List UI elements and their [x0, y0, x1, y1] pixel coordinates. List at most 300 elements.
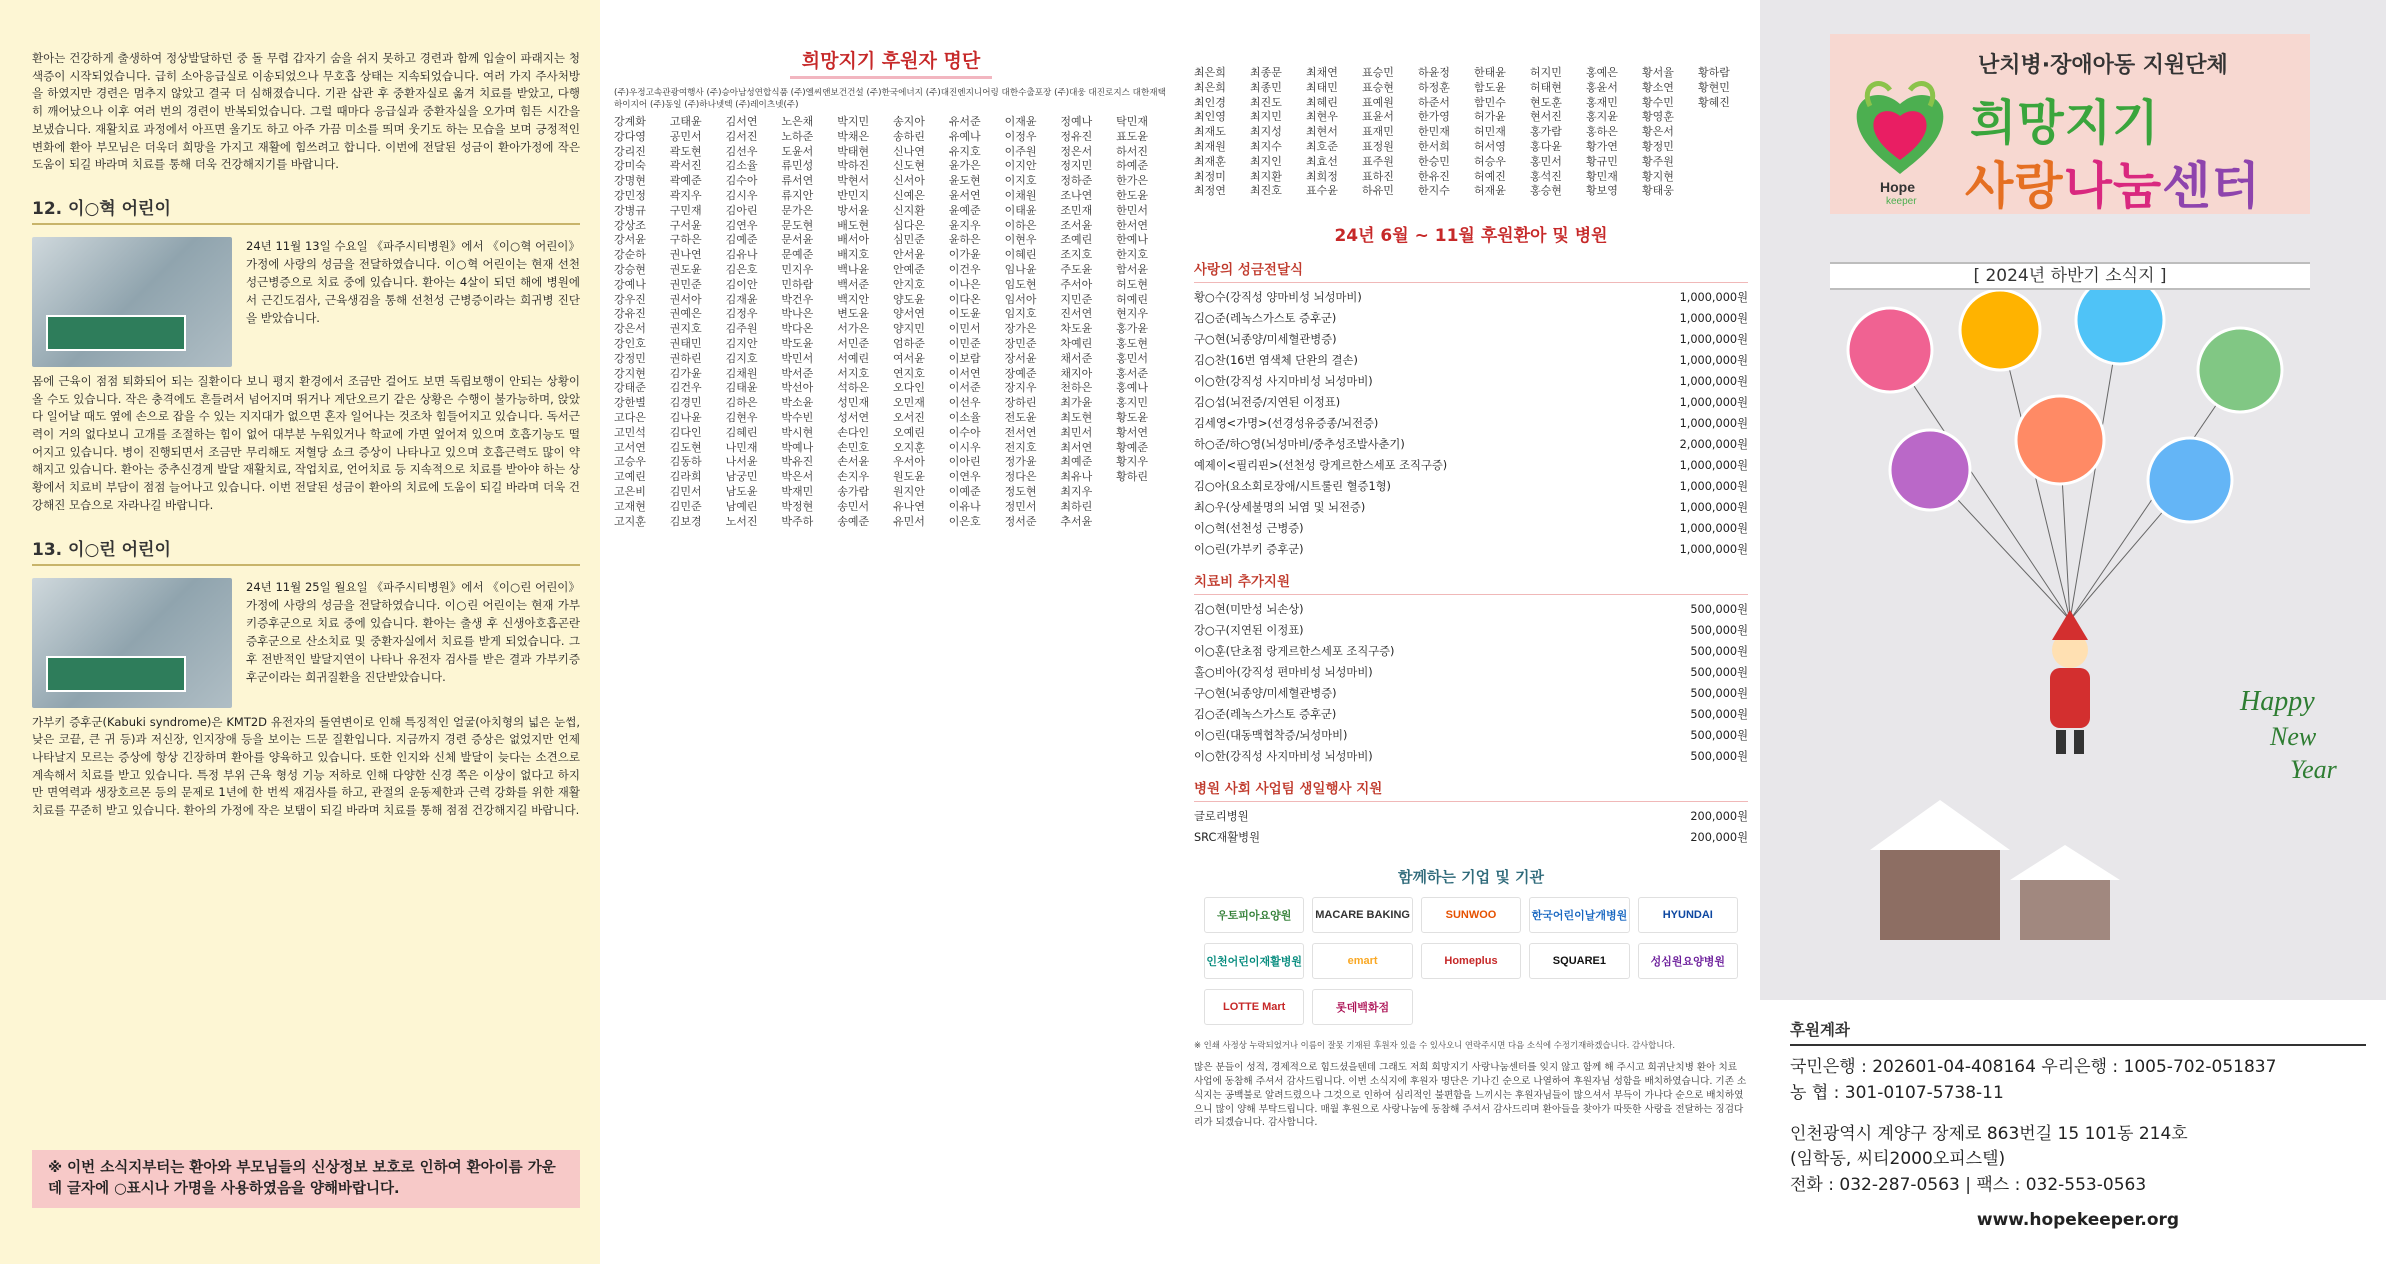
donor-name: 황서율 [1642, 66, 1674, 79]
donor-name: 성민재 [837, 396, 870, 410]
recipient-name: 홀○비아(강직성 편마비성 뇌성마비) [1194, 666, 1373, 680]
donor-name: 문예준 [781, 248, 814, 262]
donor-name: 황지우 [1116, 455, 1149, 469]
donor-name: 김유나 [725, 248, 758, 262]
donor-name: 허서영 [1474, 139, 1506, 153]
story13-banner [46, 656, 186, 692]
donation-amount: 500,000원 [1690, 666, 1748, 680]
donor-name: 최지우 [1060, 484, 1093, 498]
donor-name: 이나은 [948, 277, 981, 291]
donor-name: 신지환 [892, 203, 925, 217]
recipient-name: 이○린(대동맥협착증/뇌성마비) [1194, 729, 1348, 743]
donor-name: 최민서 [1060, 425, 1093, 439]
recipient-name: 김○준(레녹스가스토 증후군) [1194, 708, 1337, 722]
donation-amount: 500,000원 [1690, 729, 1748, 743]
donor-name: 유나연 [892, 499, 925, 513]
donor-name: 김정우 [725, 307, 758, 321]
donor-name: 최지성 [1250, 125, 1282, 139]
donation-amount: 500,000원 [1690, 645, 1748, 659]
donor-name: 정다은 [1004, 470, 1037, 484]
donor-name: 김민서 [669, 484, 702, 498]
donor-name: 권도윤 [669, 262, 702, 276]
donor-name: 강순하 [614, 248, 646, 262]
donor-name: 노은채 [781, 115, 814, 128]
partners-title: 함께하는 기업 및 기관 [1397, 868, 1545, 887]
section1-title: 사랑의 성금전달식 [1194, 258, 1748, 283]
donor-name: 도윤서 [781, 144, 814, 158]
donation-amount: 500,000원 [1690, 603, 1748, 617]
donor-name: 이하은 [1004, 218, 1037, 232]
recipient-name: 이○한(강직성 사지마비성 뇌성마비) [1194, 750, 1373, 764]
donor-name: 장서윤 [1004, 351, 1037, 365]
donor-name: 표승민 [1362, 66, 1394, 79]
donor-name: 조지호 [1060, 248, 1093, 262]
donor-name: 서가은 [837, 322, 870, 336]
donor-name: 권하린 [669, 351, 702, 365]
donor-name: 손다인 [837, 425, 870, 439]
story13-body: 가부키 증후군(Kabuki syndrome)은 KMT2D 유전자의 돌연변이로 인해 특징적인 얼굴(아치형의 넓은 눈썹, 낮은 코끝, 큰 귀 등)과 저신장, 인지장애 등을 보이는 드문 질환입니다. 지금까지 경련 증상은 없었지만 언제 나타날지 모르는 증상에 항상 긴장하며 환아를 양육하고 있습니다. 또한 인지와 신체 발달이 늦다는 소견으로 계속해서 치료를 받고 있습니다. 특정 부위 근육 형성 기능 저하로 인해 다양한 신경 쪽은 이상이 없다고 하지만 면역력과 생장호르몬 등의 문제로 1년에 한 번씩 재검사를 하고, 관절의 운동제한과 근력 강화를 위한 재활치료를 꾸준히 받고 있습니다. 환아의 가정에 작은 보탬이 되길 바라며 치료를 통해 점점 건강해지길 바랍니다. [32, 714, 580, 818]
donor-name: 이다온 [948, 292, 981, 306]
donor-name: 오민재 [892, 396, 925, 410]
name-part-center: 센터 [2162, 157, 2261, 215]
donor-name: 양서연 [892, 307, 925, 321]
recipient-name: 김○아(요소회로장애/시트룰린 혈증1형) [1194, 480, 1391, 494]
donor-name: 최현서 [1306, 125, 1338, 139]
donation-amount: 500,000원 [1690, 624, 1748, 638]
donor-name: 백서준 [837, 277, 870, 291]
donor-name: 최지환 [1250, 169, 1282, 183]
donation-amount: 200,000원 [1690, 810, 1748, 824]
donor-name: 최하린 [1060, 499, 1093, 513]
donation-row [1194, 518, 1748, 539]
donor-name: 최호준 [1306, 139, 1338, 153]
account-line2: 농 협 : 301-0107-5738-11 [1790, 1083, 2004, 1103]
donor-name: 최지수 [1250, 139, 1282, 153]
donor-name: 한지호 [1116, 248, 1149, 262]
donor-name: 반민지 [837, 188, 870, 202]
donor-name: 허도현 [1116, 277, 1149, 291]
donor-name: 강상조 [614, 218, 646, 232]
donor-names [614, 115, 1168, 529]
recipient-name: 김세영<가명>(선경성유증종/뇌전증) [1194, 417, 1379, 431]
donor-name: 김소율 [725, 159, 758, 173]
issue-label: [ 2024년 하반기 소식지 ] [1830, 262, 2310, 290]
donor-name: 최혜린 [1306, 95, 1338, 109]
donor-name: 채지아 [1060, 366, 1093, 380]
section2-rows [1194, 599, 1748, 767]
recipient-name: 김○현(미만성 뇌손상) [1194, 603, 1304, 617]
donor-name: 윤도현 [948, 174, 981, 188]
donor-name: 강정민 [614, 351, 646, 365]
donor-name: 장가은 [1004, 322, 1037, 336]
donor-name: 홍지민 [1116, 396, 1149, 410]
donor-name: 황영훈 [1642, 110, 1674, 124]
donor-name: 정서준 [1004, 514, 1037, 528]
recipient-name: 최○우(상세불명의 뇌염 및 뇌전증) [1194, 501, 1366, 515]
recipient-name: 황○수(강직성 양마비성 뇌성마비) [1194, 291, 1362, 305]
donor-name: 곽도현 [669, 144, 702, 158]
donor-name: 한서연 [1116, 218, 1149, 232]
donor-name: 한지수 [1418, 184, 1450, 198]
donor-name: 최유나 [1060, 470, 1093, 484]
donor-name: 박다온 [781, 322, 814, 336]
donor-name: 박현서 [837, 174, 870, 188]
donor-name: 박나은 [781, 307, 814, 321]
section3-rows [1194, 806, 1748, 848]
donation-amount: 1,000,000원 [1679, 396, 1748, 410]
balloons [1848, 290, 2282, 522]
section3-title: 병원 사회 사업팀 생일행사 지원 [1194, 777, 1748, 802]
donor-name: 이채원 [1004, 188, 1037, 202]
donor-name: 고태윤 [669, 115, 702, 128]
donor-name: 강유진 [614, 307, 646, 321]
cover-name-line1: 희망지기 [1970, 95, 2160, 151]
donor-name: 강명현 [614, 174, 646, 188]
donor-name: 강승현 [614, 262, 646, 276]
donor-name: 원도윤 [892, 470, 925, 484]
donor-name: 안예준 [892, 262, 925, 276]
donor-name: 원지안 [892, 484, 925, 498]
donor-name: 한가영 [1418, 110, 1450, 124]
greeting-new: New [2270, 722, 2317, 751]
donation-amount: 1,000,000원 [1679, 312, 1748, 326]
donor-name: 한태윤 [1474, 66, 1506, 79]
website-link[interactable]: www.hopekeeper.org [1976, 1210, 2180, 1230]
donor-name: 표하진 [1362, 169, 1394, 183]
privacy-notice [32, 1150, 580, 1208]
donor-name: 조예린 [1060, 233, 1093, 247]
donor-name: 박채은 [837, 129, 870, 143]
intro-text: 환아는 건강하게 출생하여 정상발달하던 중 돌 무렵 갑자기 숨을 쉬지 못하고 경련과 함께 입술이 파래지는 청색증이 시작되었습니다. 급히 소아응급실로 이송되었으나 무호흡 상태는 지속되었습니다. 여러 가지 주사처방을 하였지만 경련은 멈추지 않았고 결국 더 심해졌습니다. 기관 삽관 후 중환자실로 옮겨 치료를 받았고, 다행히 깨어났으나 이후 여러 번의 경련이 반복되었습니다. 그럴 때마다 응급실과 중환자실을 오가며 힘든 시간을 보냈습니다. 재활치료 과정에서 아프면 울기도 하고 아주 가끔 미소를 띄며 웃기도 하는 모습을 보며 긍정적인 변화에 환아 부모님은 더욱더 희망을 가지고 재활에 힘쓰려고 합니다. 이번에 전달된 성금이 환아가정에 작은 도움이 되길 바라며 치료를 통해 더욱 건강해지기를 바랍니다. [32, 51, 580, 172]
donor-name: 배서아 [837, 233, 870, 247]
donor-name: 고재현 [614, 499, 646, 513]
donor-name: 오다인 [892, 381, 925, 395]
donor-name: 강지현 [614, 366, 646, 380]
donor-name: 변도윤 [837, 307, 870, 321]
donor-name: 임나윤 [1004, 262, 1037, 276]
donor-name: 이유나 [948, 499, 981, 513]
partner-logo: 우토피아요양원 [1204, 897, 1304, 933]
recipient-name: 김○섭(뇌전증/지연된 이정표) [1194, 396, 1341, 410]
donor-name: 최종민 [1250, 80, 1282, 94]
section-fundraising [1194, 258, 1748, 560]
donor-name: 장지우 [1004, 381, 1037, 395]
donor-name: 김현우 [725, 410, 758, 424]
donation-amount: 1,000,000원 [1679, 522, 1748, 536]
story13-heading [32, 535, 580, 566]
donor-name: 고예린 [614, 470, 646, 484]
donation-row [1194, 683, 1748, 704]
donor-name: 최현우 [1306, 110, 1338, 124]
donor-name: 강인호 [614, 336, 646, 350]
account-title: 후원계좌 [1790, 1018, 2366, 1046]
partner-logo: SUNWOO [1421, 897, 1521, 933]
donor-name: 이서연 [948, 366, 981, 380]
donor-name: 나민재 [725, 440, 758, 454]
donor-name: 황민재 [1586, 169, 1618, 183]
partner-logo: HYUNDAI [1638, 897, 1738, 933]
donor-name: 탁민재 [1116, 115, 1149, 128]
donor-name: 임지호 [1004, 307, 1037, 321]
donor-name: 민하람 [781, 277, 814, 291]
donor-name: 나서윤 [725, 455, 758, 469]
donor-name: 조서윤 [1060, 218, 1093, 232]
partner-logo: MACARE BAKING [1312, 897, 1412, 933]
donor-name: 한서희 [1418, 139, 1450, 153]
donor-name: 홍다윤 [1530, 139, 1562, 153]
donor-name: 강다영 [614, 129, 646, 143]
donor-name: 박지민 [837, 115, 870, 128]
donor-name: 송가람 [837, 484, 870, 498]
cover-subtitle: 난치병·장애아동 지원단체 [1978, 53, 2228, 78]
donor-name: 백지안 [837, 292, 870, 306]
name-part-nanum: 나눔 [2063, 157, 2163, 215]
donor-name: 손민호 [837, 440, 870, 454]
donor-name: 최종문 [1250, 66, 1282, 79]
story-panel [0, 0, 600, 1264]
story12-photo [32, 237, 232, 367]
donor-name: 정지민 [1060, 159, 1093, 173]
partner-logo: 인천어린이재활병원 [1204, 943, 1304, 979]
donor-name: 최진도 [1250, 95, 1282, 109]
donor-name: 홍도현 [1116, 336, 1149, 350]
donor-name: 함도윤 [1474, 80, 1506, 94]
donor-name: 강은서 [614, 322, 646, 336]
partner-logo: 롯데백화점 [1312, 989, 1412, 1025]
donor-name: 최효선 [1306, 154, 1338, 168]
donor-name: 김시우 [725, 188, 758, 202]
donor-name: 남예린 [725, 499, 758, 513]
donor-name: 차예린 [1060, 336, 1093, 350]
donor-name: 홍윤서 [1586, 80, 1618, 94]
donor-name: 고민석 [614, 425, 646, 439]
section2-title: 치료비 추가지원 [1194, 570, 1748, 595]
donor-name: 허민재 [1474, 125, 1506, 139]
donor-name: 송예준 [837, 514, 870, 528]
recipient-name: 이○린(가부키 증후군) [1194, 543, 1304, 557]
donor-name: 유서준 [948, 115, 981, 128]
donor-name: 박건우 [781, 292, 814, 306]
donor-name: 김아린 [725, 203, 758, 217]
donor-name: 박재민 [781, 484, 814, 498]
donation-row [1194, 725, 1748, 746]
donation-amount: 500,000원 [1690, 708, 1748, 722]
donor-name: 최지민 [1250, 110, 1282, 124]
story12-heading [32, 194, 580, 225]
donor-name: 최정연 [1194, 184, 1226, 198]
donor-name: 서지호 [837, 366, 870, 380]
donation-row [1194, 476, 1748, 497]
donor-name: 권서아 [669, 292, 702, 306]
donor-name: 표예원 [1362, 95, 1394, 109]
donor-name: 남궁민 [725, 470, 758, 484]
notice-text: ※ 이번 소식지부터는 환아와 부모님들의 신상정보 보호로 인하여 환아이름 가운데 글자에 ○표시나 가명을 사용하였음을 양해바랍니다. [48, 1160, 556, 1197]
donor-name: 김경민 [669, 396, 702, 410]
donation-amount: 1,000,000원 [1679, 354, 1748, 368]
donor-name: 신서아 [892, 174, 925, 188]
donor-name: 김하은 [725, 396, 758, 410]
donor-name: 표도윤 [1116, 129, 1149, 143]
section-treatment-support [1194, 570, 1748, 767]
donor-name: 최인경 [1194, 95, 1226, 109]
donor-name: 이민준 [948, 336, 981, 350]
donor-name: 김선우 [725, 144, 758, 158]
hopekeeper-logo [1840, 76, 1960, 206]
donor-name: 최채연 [1306, 66, 1338, 79]
donor-name: 최가윤 [1060, 396, 1093, 410]
donor-name: 강예나 [614, 277, 646, 291]
donation-row [1194, 371, 1748, 392]
donor-name: 홍가윤 [1116, 322, 1149, 336]
donation-row [1194, 497, 1748, 518]
donor-name: 이정우 [1004, 129, 1037, 143]
donor-name: 권태민 [669, 336, 702, 350]
donor-name: 유지호 [948, 144, 981, 158]
donor-name: 이은호 [948, 514, 981, 528]
donor-name: 고승우 [614, 455, 646, 469]
donor-name: 지민준 [1060, 292, 1093, 306]
donor-name: 현도훈 [1530, 95, 1562, 109]
donor-name: 박태현 [837, 144, 870, 158]
section1-rows [1194, 287, 1748, 560]
recipient-name: 하○준/하○영(뇌성마비/중추성조발사춘기) [1194, 438, 1405, 452]
donor-name: 주서아 [1060, 277, 1093, 291]
story12-lead: 24년 11월 13일 수요일 《파주시티병원》에서 《이○혁 어린이》 가정에 사랑의 성금을 전달하였습니다. 이○혁 어린이는 현재 선천성근병증으로 치료 중에 있습니다. 환아는 4살이 되던 해에 병원에서 근긴도검사, 근육생검을 통해 선천성 근병증이라는 희귀병 진단을 받았습니다. [246, 238, 580, 325]
donor-name: 이주원 [1004, 144, 1037, 158]
donor-name: 하윤정 [1418, 66, 1450, 79]
donor-name: 이도윤 [948, 307, 981, 321]
partner-logo: 한국어린이날개병원 [1529, 897, 1629, 933]
donor-list-title: 희망지기 후원자 명단 [790, 46, 992, 79]
partner-logos [1194, 897, 1748, 1025]
donor-name: 박소윤 [781, 396, 814, 410]
donor-name: 신예은 [892, 188, 925, 202]
donor-name: 곽예준 [669, 174, 702, 188]
recipient-name: 예제이<필리핀>(선천성 랑게르한스세포 조직구증) [1194, 459, 1448, 473]
donor-name: 고지훈 [614, 514, 646, 528]
donation-row [1194, 662, 1748, 683]
donor-name: 심다은 [892, 218, 925, 232]
recipient-name: SRC재활병원 [1194, 831, 1260, 845]
donation-row [1194, 308, 1748, 329]
donor-name: 문가은 [781, 203, 814, 217]
donor-name: 배도현 [837, 218, 870, 232]
donor-name: 정하준 [1060, 174, 1093, 188]
story12-banner [46, 315, 186, 351]
recipient-name: 이○혁(선천성 근병증) [1194, 522, 1304, 536]
donor-name: 안지호 [892, 277, 925, 291]
donor-name: 최정미 [1194, 169, 1226, 183]
story12-body: 몸에 근육이 점점 퇴화되어 되는 질환이다 보니 평지 환경에서 조금만 걸어도 보면 독립보행이 안되는 상황이 올 수도 있습니다. 작은 충격에도 흔들려서 넘어지며 뛰거나 계단오르기 같은 상황은 수행이 불가능하며, 앉았다 일어날 때도 옆에 손으로 잡을 수 있는 지지대가 없으면 혼자 일어나는 것조차 힘들어지고 있습니다. 독서근력이 거의 없다보니 고개를 조절하는 힘이 없어 대부분 누워있거나 학교에 가면 엎어져 있으며 호흡기능도 떨어지고 있습니다. 병이 진행되면서 조금만 무리해도 저혈당 쇼크 증상이 나타나고 있으며 호흡근력도 많이 약해지고 있습니다. 환아는 중추신경계 발달 재활치료, 작업치료, 언어치료 등 지속적으로 치료를 받아야 하는 상황에서 치료비 부담이 점점 늘어나고 있습니다. 이번 전달된 성금이 환아의 치료에 도움이 되길 바라며 더욱 건강해진 모습으로 자라나길 바랍니다. [32, 373, 580, 512]
donor-name: 구서윤 [669, 218, 702, 232]
donor-name: 정가윤 [1004, 455, 1037, 469]
donor-name: 채서준 [1060, 351, 1093, 365]
donor-name: 류서연 [781, 174, 814, 188]
donor-name: 황혜진 [1698, 95, 1730, 109]
greeting-year: Year [2290, 755, 2337, 784]
recipient-name: 김○찬(16번 염색체 단완의 결손) [1194, 354, 1358, 368]
donor-name: 허지민 [1530, 66, 1562, 79]
donation-row [1194, 455, 1748, 476]
donor-name: 이태윤 [1004, 203, 1037, 217]
donation-row [1194, 641, 1748, 662]
donation-row [1194, 413, 1748, 434]
donor-name: 홍민서 [1530, 154, 1562, 168]
donation-amount: 200,000원 [1690, 831, 1748, 845]
donor-name: 이연우 [948, 470, 981, 484]
donor-name: 류민성 [781, 159, 814, 173]
donor-name: 강한별 [614, 396, 646, 410]
donor-name: 홍예은 [1586, 66, 1618, 79]
donor-name: 고다은 [614, 410, 646, 424]
donation-amount: 1,000,000원 [1679, 501, 1748, 515]
donor-name: 김민준 [669, 499, 702, 513]
donor-name: 양지민 [892, 322, 925, 336]
donor-name: 최진호 [1250, 184, 1282, 198]
address: 인천광역시 계양구 장제로 863번길 15 101동 214호 [1790, 1124, 2188, 1144]
donor-name: 이수아 [948, 425, 981, 439]
donor-name: 황규민 [1586, 154, 1618, 168]
partner-logo: LOTTE Mart [1204, 989, 1304, 1025]
donor-name: 홍석진 [1530, 169, 1562, 183]
donor-name: 손지우 [837, 470, 870, 484]
donor-name: 유민서 [892, 514, 925, 528]
donor-name: 조민재 [1060, 203, 1093, 217]
story-section [32, 50, 580, 820]
donor-name: 이가윤 [948, 248, 981, 262]
donor-name: 우서아 [892, 455, 925, 469]
section-birthday-support [1194, 777, 1748, 848]
donor-name: 이지호 [1004, 174, 1037, 188]
donor-name: 황정민 [1642, 139, 1674, 153]
donor-list-panel [600, 0, 1182, 1264]
logo-hope-text: Hope [1880, 179, 1915, 195]
donor-name: 서예린 [837, 351, 870, 365]
donor-name: 이혜린 [1004, 248, 1037, 262]
donor-name: 민지우 [781, 262, 814, 276]
address-detail: (임학동, 씨티2000오피스텔) [1790, 1149, 2006, 1169]
recipient-name: 이○훈(단초점 랑게르한스세포 조직구증) [1194, 645, 1395, 659]
donor-name: 김가윤 [669, 366, 702, 380]
footnote: ※ 인쇄 사정상 누락되었거나 이름이 잘못 기재된 후원자 있을 수 있사오니 연락주시면 다음 소식에 수정기재하겠습니다. 감사합니다. [1194, 1040, 1676, 1051]
recipient-name: 이○한(강직성 사지마비성 뇌성마비) [1194, 375, 1373, 389]
partner-logo: SQUARE1 [1529, 943, 1629, 979]
house-scene [1870, 800, 2120, 940]
donation-row [1194, 392, 1748, 413]
donor-name: 차도윤 [1060, 322, 1093, 336]
donation-amount: 2,000,000원 [1679, 438, 1748, 452]
donation-row [1194, 620, 1748, 641]
donor-name: 정유진 [1060, 129, 1093, 143]
donor-name: 백나윤 [837, 262, 870, 276]
donor-name: 이민서 [948, 322, 981, 336]
donation-row [1194, 287, 1748, 308]
donor-name: 공민서 [669, 129, 702, 143]
donor-name: 황하람 [1698, 66, 1730, 79]
donor-name: 박은서 [781, 470, 814, 484]
donor-name: 이재윤 [1004, 115, 1037, 128]
cover-panel [1760, 0, 2386, 1264]
donation-row [1194, 704, 1748, 725]
donor-name: 윤예준 [948, 203, 981, 217]
donor-name: 윤하은 [948, 233, 981, 247]
donor-name: 홍지윤 [1586, 110, 1618, 124]
donation-row [1194, 599, 1748, 620]
donor-name: 주도윤 [1060, 262, 1093, 276]
donation-amount: 1,000,000원 [1679, 417, 1748, 431]
donation-row [1194, 329, 1748, 350]
donor-name: 노서진 [725, 514, 758, 528]
